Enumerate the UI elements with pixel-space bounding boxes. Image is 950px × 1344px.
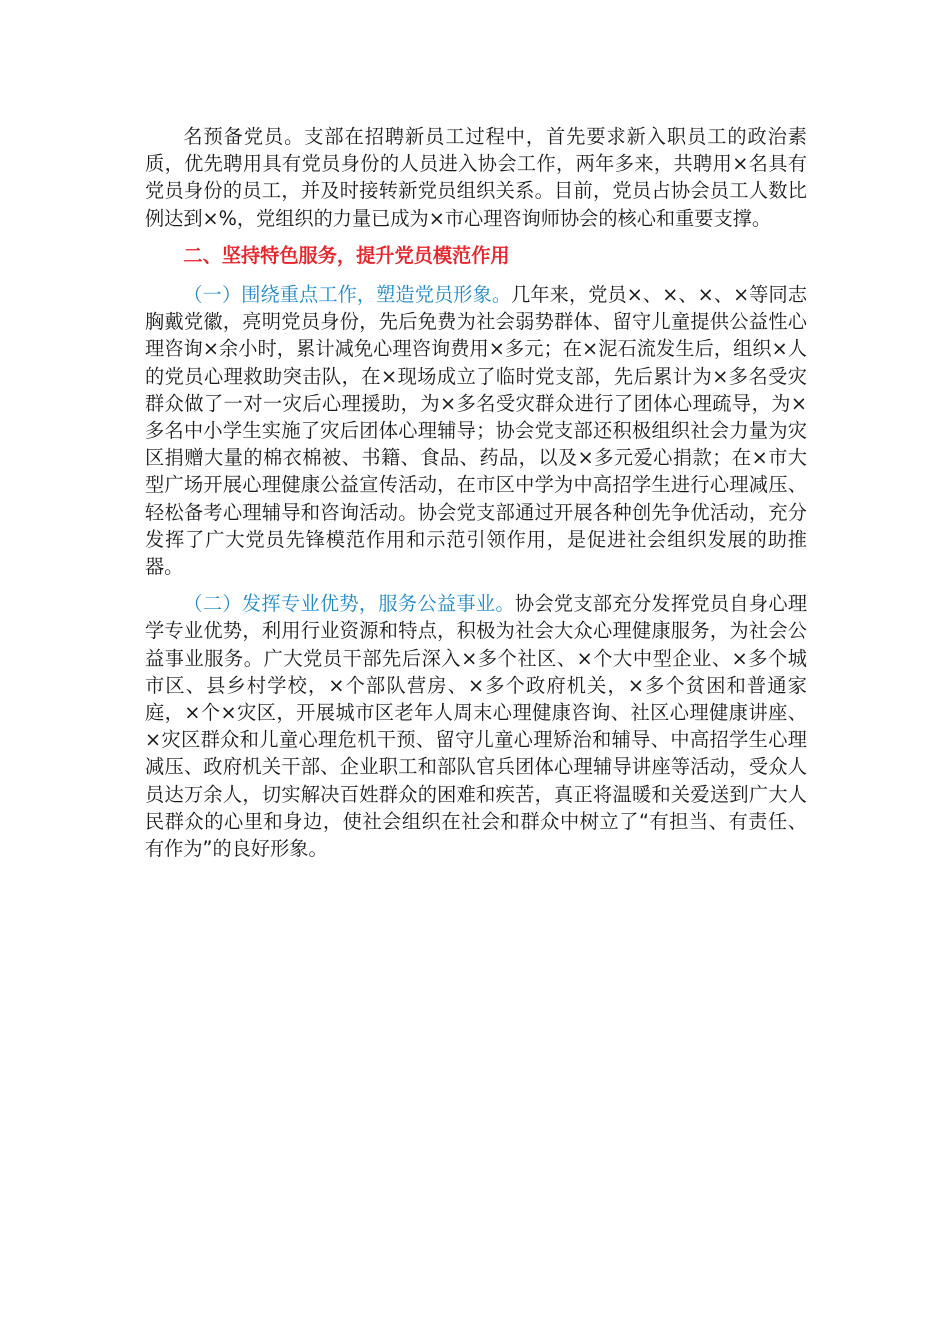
subsection-1-body: 几年来，党员×、×、×、×等同志胸戴党徽，亮明党员身份，先后免费为社会弱势群体、留守儿童提供公益性心理咨询×余小时，累计减免心理咨询费用×多元；在×泥石流发生后，组织×人的党员心理救助突击队，在×现场成立了临时党支部，先后累计为×多名受灾群众做了一对一灾后心理援助，为×多名受灾群众进行了团体心理疏导，为×多名中小学生实施了灾后团体心理辅导；协会党支部还积极组织社会力量为灾区捐赠大量的棉衣棉被、书籍、食品、药品，以及×多元爱心捐款；在×市大型广场开展心理健康公益宣传活动，在市区中学为中高招学生进行心理减压、轻松备考心理辅导和咨询活动。协会党支部通过开展各种创先争优活动，充分发挥了广大党员先锋模范作用和示范引领作用，是促进社会组织发展的助推器。 — [145, 283, 808, 579]
paragraph-continuation: 名预备党员。支部在招聘新员工过程中，首先要求新入职员工的政治素质，优先聘用具有党员身份的人员进入协会工作，两年多来，共聘用×名具有党员身份的员工，并及时接转新党员组织关系。目前，党员占协会员工人数比例达到×%，党组织的力量已成为×市心理咨询师协会的核心和重要支撑。 — [145, 125, 807, 230]
subsection-1-title: （一）围绕重点工作，塑造党员形象。 — [183, 283, 512, 307]
section-heading: 二、坚持特色服务，提升党员模范作用 — [183, 243, 510, 267]
paragraph-subsection-1 — [145, 281, 807, 580]
subsection-2-title: （二）发挥专业优势，服务公益事业。 — [183, 592, 515, 616]
paragraph-subsection-2 — [145, 590, 807, 862]
subsection-2-body: 协会党支部充分发挥党员自身心理学专业优势，利用行业资源和特点，积极为社会大众心理健康服务，为社会公益事业服务。广大党员干部先后深入×多个社区、×个大中型企业、×多个城市区、县乡村学校，×个部队营房、×多个政府机关，×多个贫困和普通家庭，×个×灾区，开展城市区老年人周末心理健康咨询、社区心理健康讲座、×灾区群众和儿童心理危机干预、留守儿童心理矫治和辅导、中高招学生心理减压、政府机关干部、企业职工和部队官兵团体心理辅导讲座等活动，受众人员达万余人，切实解决百姓群众的困难和疾苦，真正将温暖和关爱送到广大人民群众的心里和身边，使社会组织在社会和群众中树立了“有担当、有责任、有作为”的良好形象。 — [145, 592, 808, 861]
document-body — [145, 123, 807, 862]
